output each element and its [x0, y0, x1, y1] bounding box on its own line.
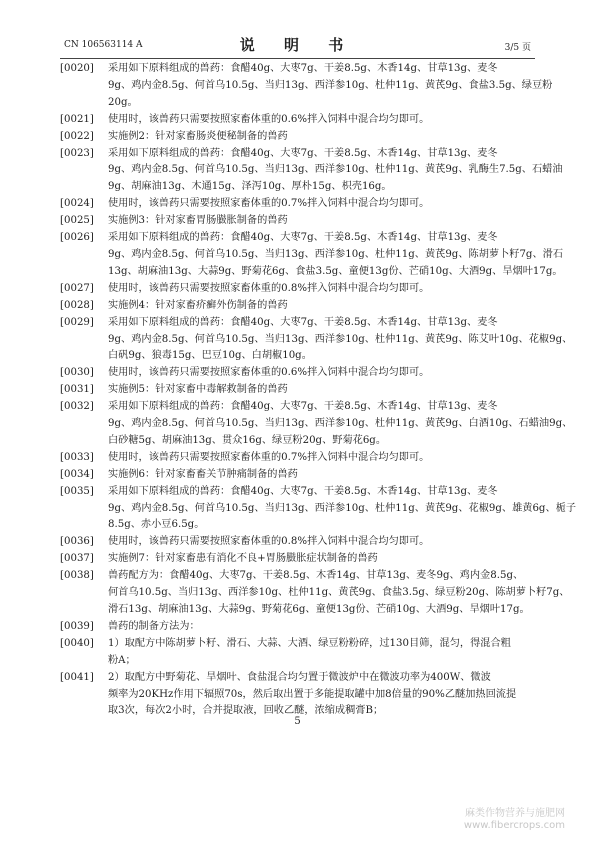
- paragraph-number: [0023]: [60, 147, 94, 159]
- paragraph-text: [108, 619, 538, 636]
- paragraph: [60, 112, 538, 129]
- text-line: 使用时，该兽药只需要按照家畜体重的0.7%拌入饲料中混合均匀即可。: [108, 198, 430, 210]
- paragraph: [60, 619, 538, 636]
- paragraph: [60, 281, 538, 298]
- paragraph: [60, 636, 538, 670]
- text-line: 20g。: [108, 96, 138, 108]
- text-line: 13g、胡麻油13g、大蒜9g、野菊花6g、食盐3.5g、童便13g份、芒硝10g、大酒9g、旱烟叶17g。: [108, 265, 563, 277]
- paragraph-number: [0041]: [60, 671, 94, 683]
- paragraph: [60, 568, 570, 619]
- text-line: 实施例3：针对家畜胃肠臌胀制备的兽药: [108, 215, 288, 227]
- text-line: 采用如下原料组成的兽药：食醋40g、大枣7g、干姜8.5g、木香14g、甘草13g、麦冬: [108, 485, 498, 497]
- text-line: 使用时，该兽药只需要按照家畜体重的0.7%拌入饲料中混合均匀即可。: [108, 451, 430, 463]
- page-header: [60, 32, 535, 56]
- paragraph-text: [108, 112, 538, 129]
- text-line: 兽药配方为：食醋40g、大枣7g、干姜8.5g、木香14g、甘草13g、麦冬9g、鸡内金8.5g、: [108, 570, 524, 582]
- paragraph: [60, 213, 538, 230]
- text-line: 兽药的制备方法为：: [108, 620, 200, 632]
- paragraph: [60, 315, 573, 366]
- text-line: 采用如下原料组成的兽药：食醋40g、大枣7g、干姜8.5g、木香14g、甘草13g、麦冬: [108, 232, 498, 244]
- paragraph-text: [108, 551, 538, 568]
- paragraph-text: [108, 484, 576, 535]
- text-line: 何首乌10.5g、当归13g、西洋参10g、杜仲11g、黄芪9g、食盐3.5g、绿豆粉20g、陈胡萝卜籽7g、: [108, 587, 570, 599]
- paragraph-text: [108, 365, 538, 382]
- text-line: 白砂糖5g、胡麻油13g、贯众16g、绿豆粉20g、野菊花6g。: [108, 434, 387, 446]
- text-line: 实施例4：针对家畜疥癣外伤制备的兽药: [108, 299, 288, 311]
- text-line: 实施例7：针对家畜患有消化不良+胃肠臌胀症状制备的兽药: [108, 553, 378, 565]
- text-line: 9g、鸡内金8.5g、何首乌10.5g、当归13g、西洋参10g、杜仲11g、黄芪9g、陈艾叶10g、花椒9g、: [108, 333, 573, 345]
- paragraph: [60, 196, 538, 213]
- paragraph-number: [0031]: [60, 384, 94, 396]
- header-divider: [60, 58, 535, 59]
- paragraph: [60, 534, 538, 551]
- paragraph-number: [0021]: [60, 113, 94, 125]
- paragraph-text: [108, 129, 538, 146]
- paragraph: [60, 551, 538, 568]
- paragraph-text: [108, 196, 538, 213]
- paragraph-number: [0026]: [60, 232, 94, 244]
- text-line: 使用时，该兽药只需要按照家畜体重的0.6%拌入饲料中混合均匀即可。: [108, 113, 430, 125]
- text-line: 实施例5：针对家畜中毒解救制备的兽药: [108, 384, 288, 396]
- paragraph: [60, 61, 553, 112]
- paragraph: [60, 382, 538, 399]
- paragraph: [60, 365, 538, 382]
- paragraph-text: [108, 670, 538, 721]
- paragraph-number: [0038]: [60, 570, 94, 582]
- paragraph-number: [0020]: [60, 63, 94, 74]
- paragraph-text: [108, 146, 563, 197]
- text-line: 采用如下原料组成的兽药：食醋40g、大枣7g、干姜8.5g、木香14g、甘草13g、麦冬: [108, 147, 498, 159]
- paragraph-number: [0039]: [60, 620, 94, 632]
- text-line: 白矾9g、狼毒15g、巴豆10g、白胡椒10g。: [108, 350, 312, 362]
- paragraph-number: [0029]: [60, 316, 94, 328]
- paragraph-text: [108, 467, 538, 484]
- paragraph: [60, 230, 564, 281]
- paragraph: [60, 484, 577, 535]
- paragraph-text: [108, 281, 538, 298]
- paragraph: [60, 146, 563, 197]
- text-line: 使用时，该兽药只需要按照家畜体重的0.8%拌入饲料中混合均匀即可。: [108, 282, 430, 294]
- paragraph-number: [0033]: [60, 451, 94, 463]
- paragraph-number: [0028]: [60, 299, 94, 311]
- paragraph-number: [0040]: [60, 637, 94, 649]
- paragraph: [60, 298, 538, 315]
- paragraph-text: [108, 382, 538, 399]
- paragraph-text: [108, 298, 538, 315]
- text-line: 9g、胡麻油13g、木通15g、泽泻10g、厚朴15g、枳壳16g。: [108, 181, 392, 193]
- watermark-site-name: 麻类作物营养与施肥网: [465, 808, 565, 819]
- text-line: 2）取配方中野菊花、旱烟叶、食盐混合均匀置于微波炉中在微波功率为400W、微波: [108, 671, 491, 683]
- paragraph-text: [108, 534, 538, 551]
- paragraph-text: [108, 636, 538, 670]
- paragraph-text: [108, 230, 563, 281]
- paragraph-number: [0030]: [60, 367, 94, 379]
- text-line: 采用如下原料组成的兽药：食醋40g、大枣7g、干姜8.5g、木香14g、甘草13g、麦冬: [108, 316, 498, 328]
- paragraph-number: [0032]: [60, 401, 94, 413]
- paragraph-number: [0034]: [60, 468, 94, 480]
- text-line: 实施例6：针对家畜畜关节肿痛制备的兽药: [108, 468, 298, 480]
- text-line: 1）取配方中陈胡萝卜籽、滑石、大蒜、大酒、绿豆粉粉碎，过130目筛，混匀，得混合粗: [108, 637, 511, 649]
- paragraph-number: [0035]: [60, 485, 94, 497]
- text-line: 取3次，每次2小时，合并提取液，回收乙醚，浓缩成稠膏B；: [108, 705, 384, 717]
- text-line: 滑石13g、胡麻油13g、大蒜9g、野菊花6g、童便13g份、芒硝10g、大酒9g、旱烟叶17g。: [108, 604, 530, 615]
- paragraph-number: [0022]: [60, 130, 94, 142]
- text-line: 频率为20KHz作用下辐照70s，然后取出置于多能提取罐中加8倍量的90%乙醚加热回流提: [108, 688, 517, 700]
- text-line: 粉A；: [108, 654, 136, 666]
- paragraph-number: [0037]: [60, 553, 94, 565]
- text-line: 实施例2：针对家畜肠炎便秘制备的兽药: [108, 130, 288, 142]
- text-line: 使用时，该兽药只需要按照家畜体重的0.6%拌入饲料中混合均匀即可。: [108, 367, 430, 379]
- text-line: 使用时，该兽药只需要按照家畜体重的0.8%拌入饲料中混合均匀即可。: [108, 536, 430, 548]
- paragraph: [60, 467, 538, 484]
- paragraph-number: [0036]: [60, 536, 94, 548]
- document-body: [60, 61, 577, 720]
- paragraph-text: [108, 568, 570, 619]
- paragraph-text: [108, 450, 538, 467]
- paragraph: [60, 129, 538, 146]
- paragraph-text: [108, 399, 572, 450]
- patent-number: CN 106563114 A: [64, 40, 143, 50]
- paragraph: [60, 670, 538, 721]
- text-line: 9g、鸡内金8.5g、何首乌10.5g、当归13g、西洋参10g、杜仲11g、黄芪9g、乳酶生7.5g、石蜡油: [108, 164, 563, 176]
- paragraph-number: [0027]: [60, 282, 94, 294]
- watermark: [464, 808, 565, 832]
- paragraph: [60, 399, 573, 450]
- paragraph: [60, 450, 538, 467]
- page-info: 3/5 页: [504, 43, 531, 53]
- paragraph-text: [108, 213, 538, 230]
- text-line: 9g、鸡内金8.5g、何首乌10.5g、当归13g、西洋参10g、杜仲11g、黄芪9g、陈胡萝卜籽7g、滑石: [108, 248, 564, 260]
- paragraph-text: [108, 315, 572, 366]
- paragraph-number: [0024]: [60, 198, 94, 210]
- page-number: 5: [294, 716, 301, 727]
- text-line: 9g、鸡内金8.5g、何首乌10.5g、当归13g、西洋参10g、杜仲11g、黄芪9g、白酒10g、石蜡油9g、: [108, 418, 573, 430]
- paragraph-text: [108, 61, 552, 112]
- watermark-url: www.fibercrops.com: [463, 820, 565, 831]
- text-line: 9g、鸡内金8.5g、何首乌10.5g、当归13g、西洋参10g、杜仲11g、黄芪9g、食盐3.5g、绿豆粉: [108, 79, 553, 91]
- paragraph-number: [0025]: [60, 215, 94, 227]
- text-line: 采用如下原料组成的兽药：食醋40g、大枣7g、干姜8.5g、木香14g、甘草13g、麦冬: [108, 401, 498, 413]
- text-line: 9g、鸡内金8.5g、何首乌10.5g、当归13g、西洋参10g、杜仲11g、黄芪9g、花椒9g、雄黄6g、栀子: [108, 502, 577, 514]
- text-line: 8.5g、赤小豆6.5g。: [108, 519, 205, 531]
- text-line: 采用如下原料组成的兽药：食醋40g、大枣7g、干姜8.5g、木香14g、甘草13g、麦冬: [108, 63, 498, 74]
- document-title: 说 明 书: [239, 36, 356, 54]
